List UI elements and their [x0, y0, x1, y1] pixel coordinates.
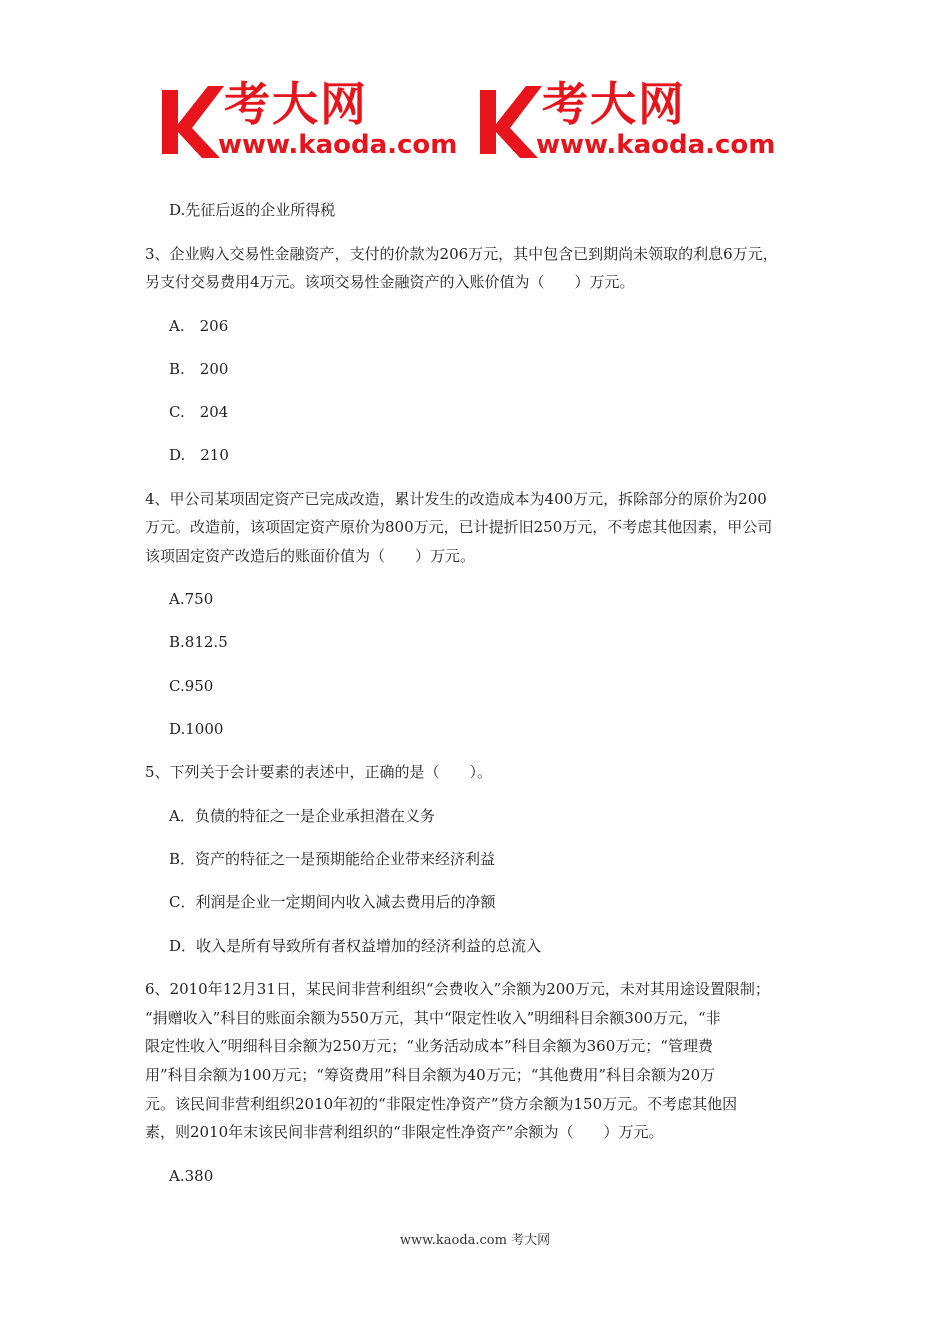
- k-logo-icon: [160, 82, 224, 162]
- question-6-line: “捐赠收入”科目的账面余额为550万元，其中“限定性收入”明细科目余额300万元，“非: [145, 1009, 721, 1027]
- kaoda-logo-left: [160, 78, 457, 164]
- question-4-option: D.1000: [169, 720, 224, 738]
- question-4-option: C.950: [169, 677, 214, 695]
- option-text: D.先征后返的企业所得税: [169, 201, 336, 219]
- question-3-line: 3、企业购入交易性金融资产，支付的价款为206万元，其中包含已到期尚未领取的利息6万元，: [145, 245, 778, 263]
- logo-url: www.kaoda.com: [218, 130, 458, 160]
- k-logo-icon: [478, 82, 542, 162]
- question-6-line: 6、2010年12月31日，某民间非营利组织“会费收入”余额为200万元，未对其用途设置限制；: [145, 980, 770, 998]
- question-6-option: A.380: [169, 1167, 214, 1185]
- question-3-option: C. 204: [169, 403, 229, 421]
- question-4-line: 万元。改造前，该项固定资产原价为800万元，已计提折旧250万元，不考虑其他因素，甲公司: [145, 518, 773, 536]
- page-footer: www.kaoda.com 考大网: [399, 1233, 551, 1248]
- question-6-line: 元。该民间非营利组织2010年初的“非限定性净资产”贷方余额为150万元。不考虑其他因: [145, 1095, 738, 1113]
- question-6-line: 素，则2010年末该民间非营利组织的“非限定性净资产”余额为（ ）万元。: [145, 1123, 664, 1141]
- question-3-option: B. 200: [169, 360, 229, 378]
- logo-name: 考大网: [224, 77, 368, 131]
- question-4-line: 该项固定资产改造后的账面价值为（ ）万元。: [145, 547, 476, 565]
- question-5-option: D．收入是所有导致所有者权益增加的经济利益的总流入: [169, 937, 542, 955]
- question-4-option: B.812.5: [169, 633, 228, 651]
- question-5-option: A．负债的特征之一是企业承担潜在义务: [169, 807, 435, 825]
- question-4-option: A.750: [169, 590, 214, 608]
- question-3-option: D. 210: [169, 446, 229, 464]
- logo-url: www.kaoda.com: [536, 130, 776, 160]
- question-3-line: 另支付交易费用4万元。该项交易性金融资产的入账价值为（ ）万元。: [145, 273, 635, 291]
- question-5-line: 5、下列关于会计要素的表述中，正确的是（ ）。: [145, 763, 493, 781]
- logo-name: 考大网: [542, 77, 686, 131]
- question-6-line: 限定性收入”明细科目余额为250万元；“业务活动成本”科目余额为360万元；“管理费: [145, 1037, 713, 1055]
- question-6-line: 用”科目余额为100万元；“筹资费用”科目余额为40万元；“其他费用”科目余额为20万: [145, 1066, 716, 1084]
- question-5-option: C．利润是企业一定期间内收入减去费用后的净额: [169, 893, 496, 911]
- question-5-option: B．资产的特征之一是预期能给企业带来经济利益: [169, 850, 496, 868]
- question-4-line: 4、甲公司某项固定资产已完成改造，累计发生的改造成本为400万元，拆除部分的原价为200: [145, 490, 767, 508]
- kaoda-logo-right: [478, 78, 775, 164]
- question-3-option: A. 206: [169, 317, 229, 335]
